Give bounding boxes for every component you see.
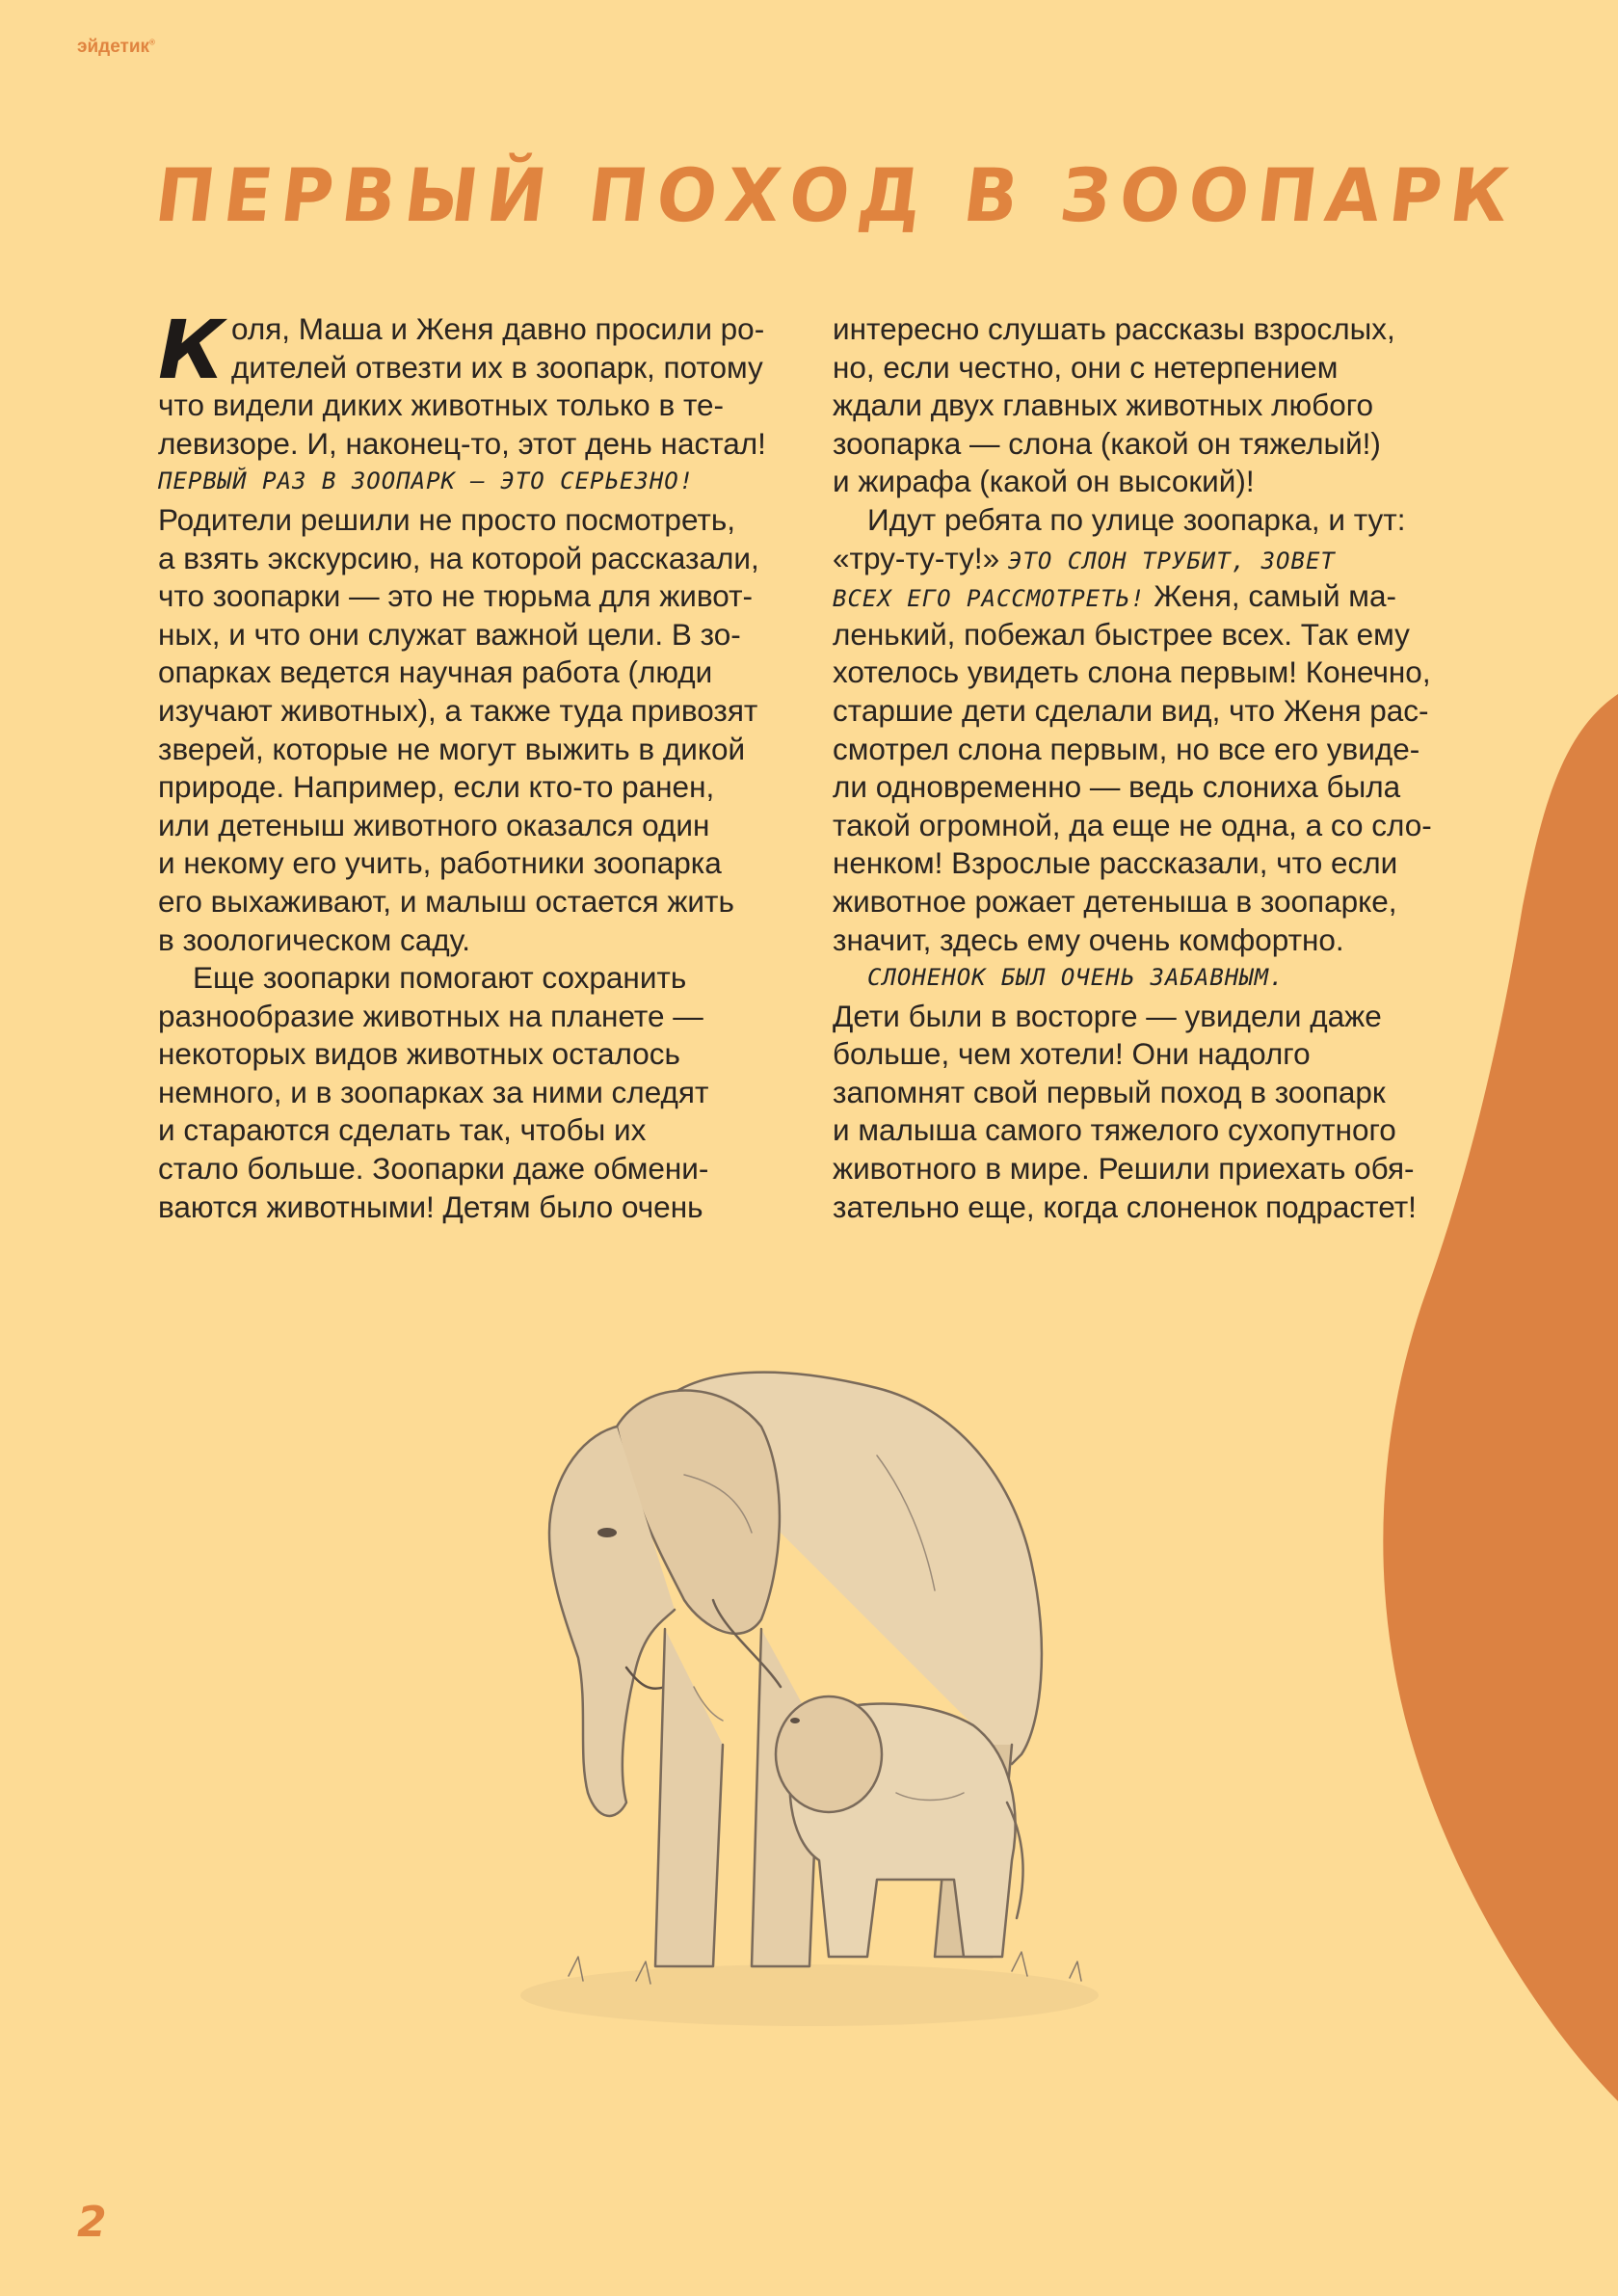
text-line: животного в мире. Решили приехать обя- — [833, 1151, 1415, 1187]
text-line: опарках ведется научная работа (люди — [158, 654, 713, 690]
text-line: ленький, побежал быстрее всех. Так ему — [833, 616, 1410, 652]
text-line: ваются животными! Детям было очень — [158, 1188, 703, 1224]
text-line: «тру-ту-ту!» ЭТО СЛОН ТРУБИТ, ЗОВЕТ — [833, 540, 1336, 575]
page-title: ПЕРВЫЙ ПОХОД В ЗООПАРК — [150, 152, 1523, 238]
text-line: в зоологическом саду. — [158, 921, 470, 957]
text-line: ненком! Взрослые рассказали, что если — [833, 845, 1398, 881]
handwritten-highlight: ПЕРВЫЙ РАЗ В ЗООПАРК — ЭТО СЕРЬЕЗНО! — [158, 467, 695, 495]
handwritten-highlight: ЭТО СЛОН ТРУБИТ, ЗОВЕТ — [1007, 547, 1336, 574]
text-line: и стараются сделать так, чтобы их — [158, 1112, 647, 1148]
right-text-column — [833, 310, 1459, 1226]
text-line: Дети были в восторге — увидели даже — [833, 998, 1382, 1033]
text-line: Родители решили не просто посмотреть, — [158, 501, 736, 537]
text-line: старшие дети сделали вид, что Женя рас- — [833, 692, 1429, 728]
text-line: немного, и в зоопарках за ними следят — [158, 1074, 709, 1109]
text-line: а взять экскурсию, на которой рассказали, — [158, 540, 759, 575]
left-text-column — [158, 303, 784, 1226]
text-line: но, если честно, они с нетерпением — [833, 349, 1339, 385]
text-line: природе. Например, если кто-то ранен, — [158, 769, 715, 805]
drop-cap: К — [158, 303, 225, 397]
handwritten-highlight: СЛОНЕНОК БЫЛ ОЧЕНЬ ЗАБАВНЫМ. — [867, 964, 1285, 992]
text-line: что видели диких животных только в те- — [158, 387, 725, 423]
text-line: левизоре. И, наконец-то, этот день настал! — [158, 425, 766, 461]
text-line: его выхаживают, и малыш остается жить — [158, 883, 734, 919]
text-line: оля, Маша и Женя давно просили ро- — [231, 311, 765, 346]
text-line: зательно еще, когда слоненок подрастет! — [833, 1188, 1417, 1224]
text-line: хотелось увидеть слона первым! Конечно, — [833, 654, 1431, 690]
text-line: что зоопарки — это не тюрьма для живот- — [158, 578, 754, 614]
text-line: ных, и что они служат важной цели. В зо- — [158, 616, 741, 652]
text-line: дителей отвезти их в зоопарк, потому — [231, 349, 763, 385]
text-line: и некому его учить, работники зоопарка — [158, 845, 722, 881]
text-line: Еще зоопарки помогают сохранить — [193, 960, 687, 996]
elephant-illustration — [472, 1340, 1147, 2053]
text-line: животное рожает детеныша в зоопарке, — [833, 883, 1397, 919]
text-line: такой огромной, да еще не одна, а со сло- — [833, 807, 1432, 842]
page-number: 2 — [77, 2198, 107, 2247]
text-line: значит, здесь ему очень комфортно. — [833, 921, 1344, 957]
text-line: ждали двух главных животных любого — [833, 387, 1374, 423]
text-line: и жирафа (какой он высокий)! — [833, 464, 1255, 499]
text-line: или детеныш животного оказался один — [158, 807, 710, 842]
text-line: зоопарка — слона (какой он тяжелый!) — [833, 425, 1381, 461]
text-line: изучают животных), а также туда привозят — [158, 692, 758, 728]
text-line: ВСЕХ ЕГО РАССМОТРЕТЬ! Женя, самый ма- — [833, 578, 1396, 614]
text-line: больше, чем хотели! Они надолго — [833, 1036, 1311, 1072]
text-line: и малыша самого тяжелого сухопутного — [833, 1112, 1396, 1148]
text-line: ли одновременно — ведь слониха была — [833, 769, 1401, 805]
text-line: зверей, которые не могут выжить в дикой — [158, 731, 746, 766]
text-line: некоторых видов животных осталось — [158, 1036, 680, 1072]
text-line: запомнят свой первый поход в зоопарк — [833, 1074, 1386, 1109]
text-line: разнообразие животных на планете — — [158, 998, 703, 1033]
text-line: стало больше. Зоопарки даже обмени- — [158, 1151, 709, 1187]
handwritten-highlight: ВСЕХ ЕГО РАССМОТРЕТЬ! — [833, 585, 1146, 613]
text-line: Идут ребята по улице зоопарка, и тут: — [867, 501, 1406, 537]
text-line: интересно слушать рассказы взрослых, — [833, 311, 1395, 346]
text-line: смотрел слона первым, но все его увиде- — [833, 731, 1420, 766]
brand-logo: эйдетик® — [77, 37, 155, 57]
